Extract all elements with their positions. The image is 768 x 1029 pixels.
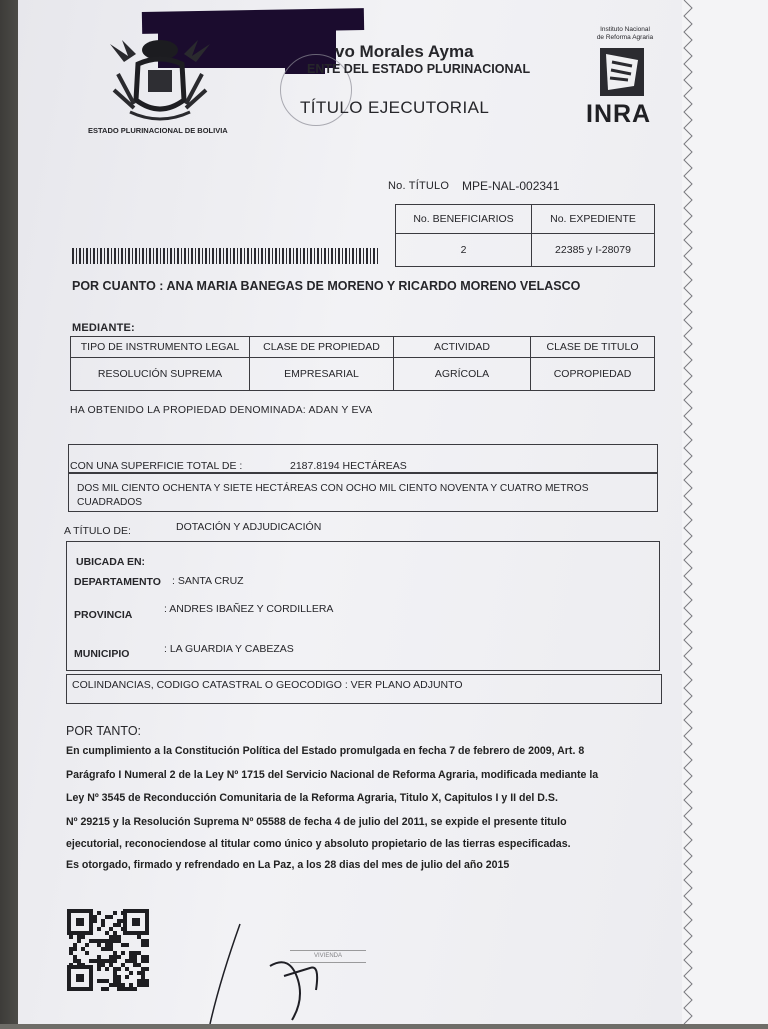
propiedad-denominada: HA OBTENIDO LA PROPIEDAD DENOMINADA: ADAN Y EVA xyxy=(70,404,373,416)
beneficiarios-value: 2 xyxy=(395,233,532,267)
superficie-literal-line2: CUADRADOS xyxy=(77,497,143,508)
inra-caption xyxy=(592,26,658,42)
beneficiarios-header: No. BENEFICIARIOS xyxy=(395,204,532,234)
table-cell: AGRÍCOLA xyxy=(393,357,531,391)
mediante-label: MEDIANTE: xyxy=(72,322,135,334)
municipio-label: MUNICIPIO xyxy=(74,648,130,660)
departamento-value: : SANTA CRUZ xyxy=(172,575,244,587)
paragraph-line: Nº 29215 y la Resolución Suprema Nº 05588 de fecha 4 de julio del 2011, se expide el presente titulo xyxy=(66,815,567,828)
por-cuanto: POR CUANTO : ANA MARIA BANEGAS DE MORENO Y RICARDO MORENO VELASCO xyxy=(72,279,581,293)
president-name: vo Morales Ayma xyxy=(335,42,474,61)
inra-caption-line2: de Reforma Agraria xyxy=(596,34,654,41)
colindancias: COLINDANCIAS, CODIGO CATASTRAL O GEOCODIGO : VER PLANO ADJUNTO xyxy=(72,679,463,691)
document-title: TÍTULO EJECUTORIAL xyxy=(300,98,490,117)
barcode xyxy=(72,248,378,264)
qr-code-icon xyxy=(66,908,152,999)
provincia-value: : ANDRES IBAÑEZ Y CORDILLERA xyxy=(164,603,334,615)
municipio-value: : LA GUARDIA Y CABEZAS xyxy=(164,643,294,655)
torn-paper-edge xyxy=(682,0,768,1024)
superficie-label: CON UNA SUPERFICIE TOTAL DE : xyxy=(70,460,243,472)
inra-logo-text: INRA xyxy=(586,100,652,128)
table-header-cell: CLASE DE TITULO xyxy=(530,336,655,358)
paragraph-line: Parágrafo I Numeral 2 de la Ley Nº 1715 del Servicio Nacional de Reforma Agraria, modificada mediante la xyxy=(66,768,599,781)
por-tanto-paragraph xyxy=(66,740,656,876)
expediente-header: No. EXPEDIENTE xyxy=(531,204,655,234)
superficie-value: 2187.8194 HECTÁREAS xyxy=(290,460,407,472)
a-titulo-value: DOTACIÓN Y ADJUDICACIÓN xyxy=(176,521,322,533)
a-titulo-label: A TÍTULO DE: xyxy=(64,525,131,537)
paragraph-line: ejecutorial, reconociendose al titular como único y absoluto propietario de las tierras especificadas. xyxy=(66,838,571,850)
superficie-literal xyxy=(77,482,589,510)
table-cell: RESOLUCIÓN SUPREMA xyxy=(70,357,250,391)
superficie-literal-line1: DOS MIL CIENTO OCHENTA Y SIETE HECTÁREAS CON OCHO MIL CIENTO NOVENTA Y CUATRO METROS xyxy=(77,483,589,494)
table-header-cell: ACTIVIDAD xyxy=(393,336,531,358)
titulo-value: MPE-NAL-002341 xyxy=(462,179,560,193)
paragraph-line: En cumplimiento a la Constitución Política del Estado promulgada en fecha 7 de febrero de 2009, Art. 8 xyxy=(66,745,585,757)
inra-caption-line1: Instituto Nacional xyxy=(600,26,650,33)
state-caption: ESTADO PLURINACIONAL DE BOLIVIA xyxy=(88,126,228,135)
ubicacion-box xyxy=(66,541,660,671)
seal-stamp xyxy=(290,950,366,1000)
provincia-label: PROVINCIA xyxy=(74,609,133,621)
expediente-value: 22385 y I-28079 xyxy=(531,233,655,267)
por-tanto-label: POR TANTO: xyxy=(66,724,142,738)
table-cell: EMPRESARIAL xyxy=(249,357,394,391)
paragraph-line: Ley Nº 3545 de Reconducción Comunitaria de la Reforma Agraria, Titulo X, Capitulos I y II del D.S. xyxy=(66,792,558,804)
bolivia-coat-of-arms-icon xyxy=(104,34,216,129)
ubicacion-label: UBICADA EN: xyxy=(76,556,146,568)
president-role: ENTE DEL ESTADO PLURINACIONAL xyxy=(307,62,531,76)
titulo-label: No. TÍTULO xyxy=(388,180,450,192)
departamento-label: DEPARTAMENTO xyxy=(74,576,161,588)
seal-text: VIVIENDA xyxy=(290,950,366,963)
table-header-cell: CLASE DE PROPIEDAD xyxy=(249,336,394,358)
table-cell: COPROPIEDAD xyxy=(530,357,655,391)
paragraph-line: Es otorgado, firmado y refrendado en La Paz, a los 28 dias del mes de julio del año 2015 xyxy=(66,859,510,871)
inra-emblem-icon xyxy=(596,46,648,103)
table-header-cell: TIPO DE INSTRUMENTO LEGAL xyxy=(70,336,250,358)
